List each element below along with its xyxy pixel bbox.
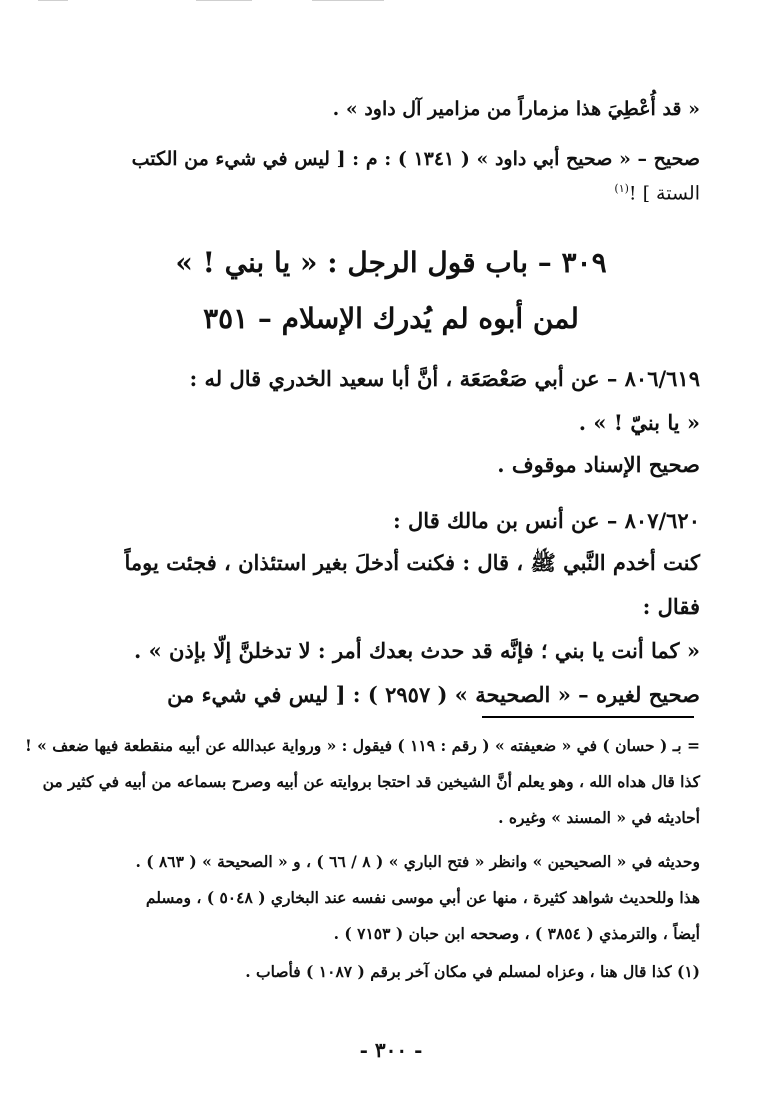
- hadith-620-text-cont: فقال :: [642, 594, 700, 619]
- chapter-heading: ٣٠٩ – باب قول الرجل : « يا بني ! »: [175, 246, 607, 279]
- scan-top-mark: [38, 0, 68, 1]
- footnote-line: أيضاً ، والترمذي ( ٣٨٥٤ ) ، وصححه ابن حبان ( ٧١٥٣ ) .: [333, 924, 700, 943]
- grade-line: صحيح – « صحيح أبي داود » ( ١٣٤١ ) : م : [ ليس في شيء من الكتب: [131, 148, 700, 170]
- footnote-line: هذا وللحديث شواهد كثيرة ، منها عن أبي موسى نفسه عند البخاري ( ٥٠٤٨ ) ، ومسلم: [145, 888, 700, 907]
- grade-line-cont-text: الستة ] !: [628, 182, 700, 205]
- chapter-subheading: لمن أبوه لم يُدرك الإسلام – ٣٥١: [203, 302, 579, 335]
- hadith-620-line: ٨٠٧/٦٢٠ – عن أنس بن مالك قال :: [392, 508, 700, 533]
- footnote-line: = بـ ( حسان ) في « ضعيفته » ( رقم : ١١٩ ) فيقول : « ورواية عبدالله عن أبيه منقطعة فيها ضعف » !: [24, 736, 700, 755]
- footnote-line: كذا قال هداه الله ، وهو يعلم أنَّ الشيخين قد احتجا بروايته عن أبيه وصرح بسماعه من أبيه في كثير من: [42, 772, 700, 791]
- hadith-620-grade: صحيح لغيره – « الصحيحة » ( ٢٩٥٧ ) : [ ليس في شيء من: [167, 682, 700, 707]
- page-number: - ٣٠٠ -: [359, 1038, 423, 1062]
- scan-top-mark: [312, 0, 384, 1]
- footnote-marker: (١): [614, 182, 629, 195]
- footnote-line: وحديثه في « الصحيحين » وانظر « فتح الباري » ( ٨ / ٦٦ ) ، و « الصحيحة » ( ٨٦٣ ) .: [135, 852, 700, 871]
- footnote-separator: [482, 716, 694, 718]
- hadith-619-grade: صحيح الإسناد موقوف .: [497, 452, 700, 477]
- hadith-619-line: ٨٠٦/٦١٩ – عن أبي صَعْصَعَة ، أنَّ أبا سعيد الخدري قال له :: [189, 366, 700, 391]
- quote-line: « قد أُعْطِيَ هذا مزماراً من مزامير آل داود » .: [332, 98, 700, 120]
- hadith-620-text: كنت أخدم النَّبي ﷺ ، قال : فكنت أدخلَ بغير استئذان ، فجئت يوماً: [124, 550, 700, 575]
- footnote-line: أحاديثه في « المسند » وغيره .: [498, 808, 700, 827]
- hadith-620-quote: « كما أنت يا بني ؛ فإنَّه قد حدث بعدك أمر : لا تدخلنَّ إلّا بإذن » .: [134, 638, 700, 663]
- hadith-619-quote: « يا بنيّ ! » .: [578, 410, 700, 435]
- footnote-1: (١) كذا قال هنا ، وعزاه لمسلم في مكان آخر برقم ( ١٠٨٧ ) فأصاب .: [245, 962, 700, 981]
- scan-top-mark: [196, 0, 252, 1]
- grade-line-cont: [90, 182, 700, 204]
